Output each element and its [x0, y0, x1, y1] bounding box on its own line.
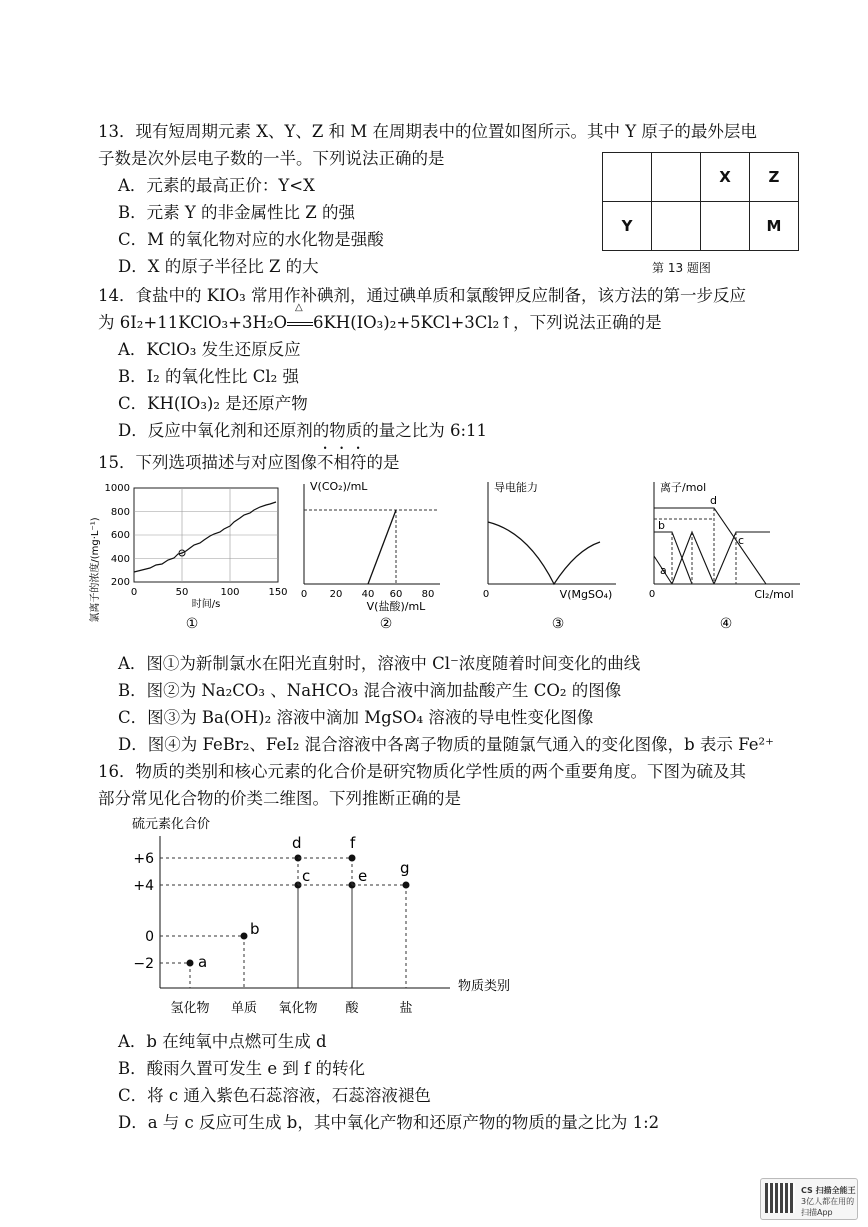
q13-stem-line1: 13．现有短周期元素 X、Y、Z 和 M 在周期表中的位置如图所示。其中 Y 原子的最外层电 [98, 122, 757, 141]
q16-stem-line2: 部分常见化合物的价类二维图。下列推断正确的是 [98, 789, 461, 808]
q15-option-b: B．图②为 Na₂CO₃ 、NaHCO₃ 混合液中滴加盐酸产生 CO₂ 的图像 [118, 681, 622, 700]
g3-origin: 0 [482, 589, 490, 600]
g4-label-a: a [660, 564, 667, 577]
g2-line [368, 510, 396, 584]
g2-xtick: 40 [361, 589, 375, 600]
chart-point-b [241, 933, 248, 940]
g1-ytick: 600 [110, 530, 130, 541]
chart-category-label: 单质 [230, 1001, 258, 1016]
q15-stem-post: 的是 [366, 453, 400, 472]
q14-option-c: C．KH(IO₃)₂ 是还原产物 [118, 394, 308, 413]
chart-point-a [187, 960, 194, 967]
q13-option-a: A．元素的最高正价：Y<X [118, 176, 315, 195]
q13-option-d: D．X 的原子半径比 Z 的大 [118, 257, 319, 276]
q15-stem [98, 444, 400, 473]
equation-reactants: 为 6I₂+11KClO₃+3H₂O [98, 313, 287, 332]
q15-graph-2 [290, 474, 450, 634]
cell-z: Z [750, 153, 799, 202]
chart-point-label-f: f [350, 834, 356, 852]
cell [652, 153, 701, 202]
g4-label-b: b [658, 519, 665, 532]
q15-graph-1 [82, 474, 292, 634]
watermark-line1: CS 扫描全能王 [801, 1186, 856, 1195]
q16-stem-line1: 16．物质的类别和核心元素的化合价是研究物质化学性质的两个重要角度。下图为硫及其 [98, 762, 746, 781]
q15-graph-4 [640, 474, 810, 634]
q14-option-b: B．I₂ 的氧化性比 Cl₂ 强 [118, 367, 300, 386]
chart-xlabel: 物质类别 [458, 979, 511, 994]
chart-ylabel: 硫元素化合价 [132, 817, 211, 832]
q14-option-a: A．KClO₃ 发生还原反应 [118, 340, 301, 359]
fig-label-1: ① [185, 616, 199, 632]
g1-ytick: 800 [110, 507, 130, 518]
heat-condition: △ [294, 302, 303, 313]
reaction-arrow [287, 302, 313, 332]
chart-ytick: −2 [133, 956, 154, 972]
fig-label-3: ③ [551, 616, 565, 632]
equation-products: 6KH(IO₃)₂+5KCl+3Cl₂↑，下列说法正确的是 [312, 313, 662, 332]
q16-option-c: C．将 c 通入紫色石蕊溶液，石蕊溶液褪色 [118, 1086, 431, 1105]
q16-option-a: A．b 在纯氧中点燃可生成 d [118, 1032, 327, 1051]
q15-option-d: D．图④为 FeBr₂、FeI₂ 混合溶液中各离子物质的量随氯气通入的变化图像，b 表示 Fe²⁺ [118, 735, 774, 754]
g1-xtick: 50 [175, 587, 189, 598]
cell-m: M [750, 202, 799, 251]
periodic-table-fragment [602, 152, 799, 251]
g1-ylabel: 氯离子的浓度/(mg·L⁻¹) [90, 517, 101, 623]
g2-xtick: 20 [329, 589, 343, 600]
chart-point-label-e: e [358, 867, 368, 885]
cell [603, 153, 652, 202]
q13-stem-line2: 子数是次外层电子数的一半。下列说法正确的是 [98, 149, 445, 168]
q14-option-d: D．反应中氧化剂和还原剂的物质的量之比为 6:11 [118, 421, 488, 440]
q13-figure-caption: 第 13 题图 [652, 261, 711, 275]
g3-xlabel: V(MgSO₄) [559, 588, 613, 601]
g1-ytick: 400 [110, 554, 130, 565]
chart-point-label-c: c [302, 867, 311, 885]
q16-option-d: D．a 与 c 反应可生成 b，其中氧化产物和还原产物的物质的量之比为 1:2 [118, 1113, 660, 1132]
g1-xtick: 150 [268, 587, 288, 598]
q15-option-c: C．图③为 Ba(OH)₂ 溶液中滴加 MgSO₄ 溶液的导电性变化图像 [118, 708, 594, 727]
cell [701, 202, 750, 251]
g1-ytick: 1000 [104, 483, 130, 494]
chart-point-label-a: a [198, 953, 208, 971]
sulfur-valence-chart [120, 810, 540, 1020]
qr-code-icon [765, 1183, 795, 1213]
chart-category-label: 氧化物 [278, 1001, 318, 1016]
chart-point-label-d: d [292, 834, 302, 852]
q13-option-c: C．M 的氧化物对应的水化物是强酸 [118, 230, 384, 249]
fig-label-2: ② [379, 616, 393, 632]
watermark-text [801, 1185, 857, 1218]
g1-grid [134, 488, 278, 582]
g1-curve [134, 502, 276, 572]
g4-origin: 0 [648, 589, 656, 600]
g4-label-d: d [710, 494, 717, 507]
q16-option-b: B．酸雨久置可发生 e 到 f 的转化 [118, 1059, 365, 1078]
q14-stem-line1: 14．食盐中的 KIO₃ 常用作补碘剂，通过碘单质和氯酸钾反应制备，该方法的第一步反应 [98, 286, 746, 305]
g1-xtick: 0 [130, 587, 138, 598]
chart-category-label: 盐 [399, 1001, 413, 1016]
cell [652, 202, 701, 251]
q13-option-b: B．元素 Y 的非金属性比 Z 的强 [118, 203, 355, 222]
g2-xtick: 0 [300, 589, 308, 600]
g4-label-c: c [738, 534, 745, 547]
chart-ytick: 0 [145, 929, 154, 945]
scanner-watermark [760, 1178, 858, 1220]
chart-category-label: 酸 [345, 1001, 359, 1016]
chart-point-label-g: g [400, 859, 410, 877]
g2-xlabel: V(盐酸)/mL [366, 600, 426, 613]
g3-ylabel: 导电能力 [494, 481, 538, 494]
g1-xtick: 100 [220, 587, 240, 598]
chart-point-f [349, 855, 356, 862]
chart-category-label: 氢化物 [170, 1001, 210, 1016]
g2-xtick: 60 [389, 589, 403, 600]
g4-ylabel: 离子/mol [660, 481, 707, 494]
g2-xtick: 80 [421, 589, 435, 600]
g4-xlabel: Cl₂/mol [754, 588, 794, 601]
g1-xlabel: 时间/s [191, 599, 221, 610]
chart-ytick: +4 [133, 878, 154, 894]
q14-stem-line2 [98, 302, 662, 333]
fig-label-4: ④ [719, 616, 733, 632]
q15-stem-emphasis: 不相符 [317, 453, 367, 472]
q15-option-a: A．图①为新制氯水在阳光直射时，溶液中 Cl⁻浓度随着时间变化的曲线 [118, 654, 641, 673]
cell-y: Y [603, 202, 652, 251]
cell-x: X [701, 153, 750, 202]
q15-stem-pre: 15．下列选项描述与对应图像 [98, 453, 317, 472]
g3-curve [488, 522, 600, 584]
chart-point-label-b: b [250, 920, 260, 938]
g2-ylabel: V(CO₂)/mL [310, 480, 368, 493]
g1-ytick: 200 [110, 577, 130, 588]
watermark-line2: 3亿人都在用的扫描App [801, 1197, 855, 1217]
chart-ytick: +6 [133, 851, 154, 867]
q15-graph-3 [476, 474, 626, 634]
chart-point-g [403, 882, 410, 889]
